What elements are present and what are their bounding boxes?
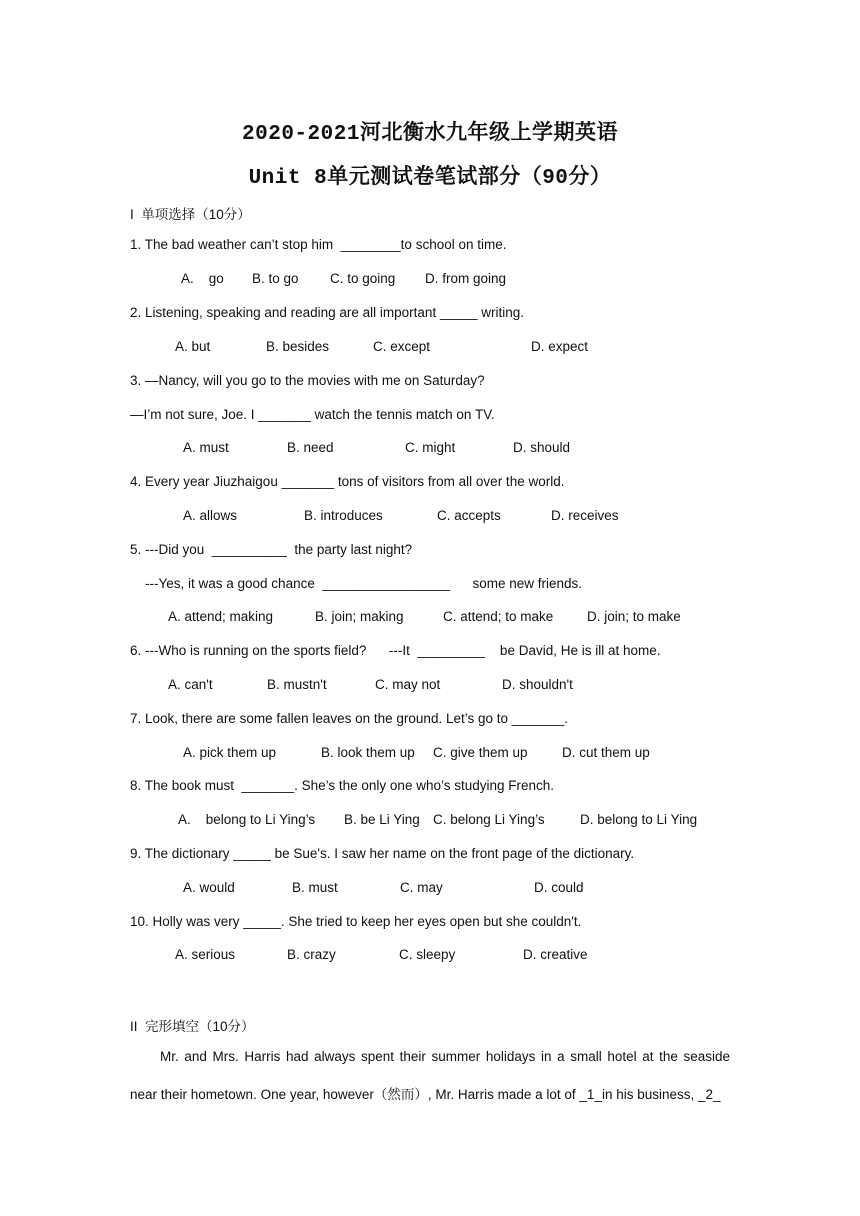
option-b: B. need — [287, 440, 334, 455]
question-stem: 5. ---Did you __________ the party last night? — [130, 542, 413, 557]
option-d: D. creative — [523, 947, 588, 962]
question-stem: 10. Holly was very _____. She tried to keep her eyes open but she couldn't. — [130, 914, 582, 929]
question-stem-reply: —I’m not sure, Joe. I _______ watch the tennis match on TV. — [130, 407, 495, 422]
option-c: C. may not — [375, 677, 441, 692]
question-stem: 1. The bad weather can’t stop him ________to school on time. — [130, 237, 507, 252]
option-d: D. receives — [551, 508, 619, 523]
question-stem: 3. —Nancy, will you go to the movies with me on Saturday? — [130, 373, 485, 388]
option-b: B. besides — [266, 339, 330, 354]
option-c: C. may — [400, 880, 443, 895]
option-a: A. serious — [175, 947, 236, 962]
option-c: C. attend; to make — [443, 609, 554, 624]
question-stem: 2. Listening, speaking and reading are all important _____ writing. — [130, 305, 524, 320]
question-stem: 6. ---Who is running on the sports field? ---It _________ be David, He is ill at home. — [130, 643, 661, 658]
option-d: D. shouldn't — [502, 677, 573, 692]
option-a: A. pick them up — [183, 745, 277, 760]
option-b: B. look them up — [321, 745, 415, 760]
option-c: C. belong Li Ying’s — [433, 812, 545, 827]
option-d: D. cut them up — [562, 745, 650, 760]
passage-line-2: near their hometown. One year, however（然而）, Mr. Harris made a lot of _1_in his business, _2_ — [130, 1087, 721, 1102]
option-d: D. join; to make — [587, 609, 681, 624]
option-d: D. belong to Li Ying — [580, 812, 698, 827]
option-b: B. join; making — [315, 609, 404, 624]
page-title-line2: Unit 8单元测试卷笔试部分（90分） — [248, 167, 612, 190]
option-a: A. would — [183, 880, 235, 895]
option-d: D. from going — [425, 271, 507, 286]
question-stem: 9. The dictionary _____ be Sue's. I saw her name on the front page of the dictionary. — [130, 846, 635, 861]
option-c: C. sleepy — [399, 947, 456, 962]
option-b: B. crazy — [287, 947, 336, 962]
option-d: D. could — [534, 880, 584, 895]
question-stem: 7. Look, there are some fallen leaves on the ground. Let’s go to _______. — [130, 711, 569, 726]
option-a: A. must — [183, 440, 229, 455]
option-b: B. be Li Ying — [344, 812, 420, 827]
question-stem: 4. Every year Jiuzhaigou _______ tons of visitors from all over the world. — [130, 474, 565, 489]
page-title-line1: 2020-2021河北衡水九年级上学期英语 — [242, 123, 618, 146]
option-c: C. to going — [330, 271, 396, 286]
option-b: B. to go — [252, 271, 299, 286]
option-c: C. might — [405, 440, 456, 455]
option-a: A. attend; making — [168, 609, 274, 624]
option-a: A. go — [181, 271, 224, 286]
option-b: B. must — [292, 880, 338, 895]
option-a: A. can't — [168, 677, 213, 692]
option-d: D. should — [513, 440, 571, 455]
option-c: C. accepts — [437, 508, 501, 523]
option-a: A. but — [175, 339, 211, 354]
option-b: B. mustn't — [267, 677, 327, 692]
section-heading-1: I 单项选择（10分） — [130, 207, 251, 222]
option-c: C. except — [373, 339, 431, 354]
question-stem-reply: ---Yes, it was a good chance _________________ some new friends. — [145, 576, 583, 591]
question-stem: 8. The book must _______. She’s the only one who’s studying French. — [130, 778, 555, 793]
option-b: B. introduces — [304, 508, 383, 523]
option-a: A. belong to Li Ying’s — [178, 812, 316, 827]
option-d: D. expect — [531, 339, 589, 354]
option-c: C. give them up — [433, 745, 528, 760]
section-heading-2: II 完形填空（10分） — [130, 1019, 255, 1034]
option-a: A. allows — [183, 508, 238, 523]
passage-line-1: Mr. and Mrs. Harris had always spent their summer holidays in a small hotel at the seaside — [160, 1049, 730, 1064]
